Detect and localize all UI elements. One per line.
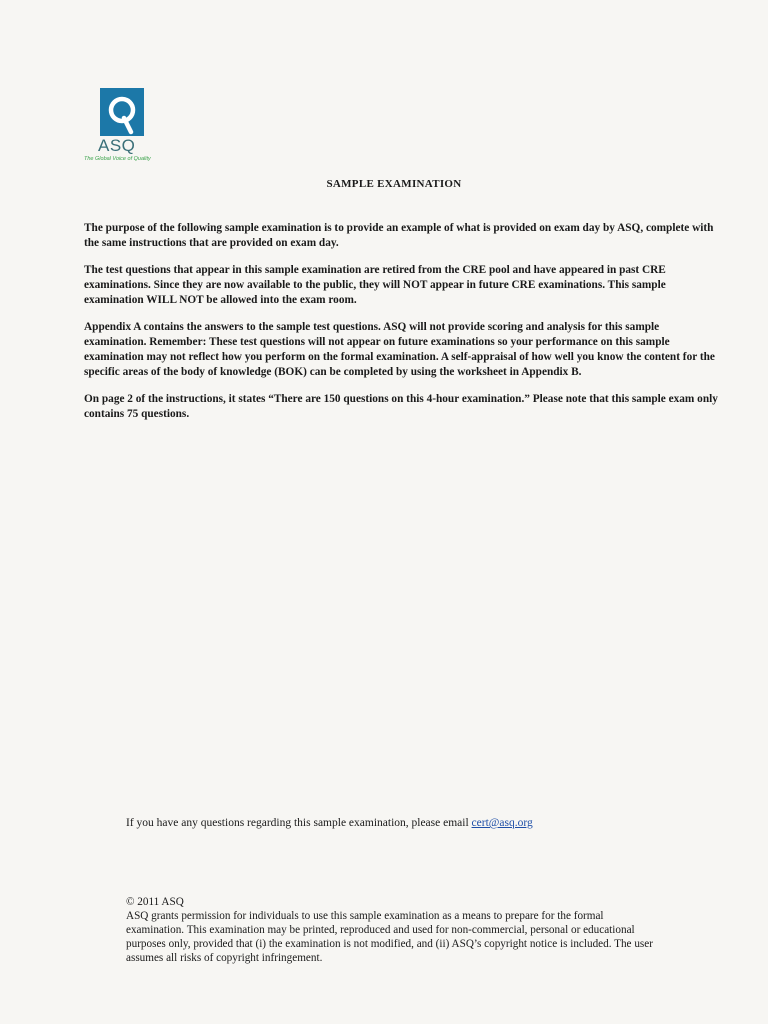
contact-line <box>126 817 533 829</box>
contact-text: If you have any questions regarding this sample examination, please email <box>126 817 472 829</box>
logo-name: ASQ <box>98 136 136 155</box>
logo-tagline: The Global Voice of Quality <box>84 156 151 162</box>
copyright-notice: ASQ grants permission for individuals to use this sample examination as a means to prepare for the formal examination. This examination may be printed, reproduced and used for non-commercial, personal or educational purposes only, provided that (i) the examination is not modified, and (ii) ASQ’s copyright notice is included. The user assumes all risks of copyright infringement. <box>126 910 653 964</box>
asq-logo <box>84 88 184 163</box>
paragraph-purpose: The purpose of the following sample examination is to provide an example of what is provided on exam day by ASQ, complete with the same instructions that are provided on exam day. <box>84 222 714 249</box>
paragraph-appendix: Appendix A contains the answers to the sample test questions. ASQ will not provide scoring and analysis for this sample examination. Remember: These test questions will not appear on future examinations so your performance on this sample examination may not reflect how you perform on the formal examination. A self-appraisal of how well you know the content for the specific areas of the body of knowledge (BOK) can be completed by using the worksheet in Appendix B. <box>84 321 715 378</box>
copyright-line: © 2011 ASQ <box>126 896 184 908</box>
copyright-block <box>126 895 656 965</box>
asq-q-icon <box>100 88 144 136</box>
page-title: SAMPLE EXAMINATION <box>326 178 462 190</box>
paragraph-question-count: On page 2 of the instructions, it states “There are 150 questions on this 4-hour examination.” Please note that this sample exam only contains 75 questions. <box>84 393 718 420</box>
intro-text <box>84 221 724 434</box>
paragraph-retired-questions: The test questions that appear in this sample examination are retired from the CRE pool and have appeared in past CRE examinations. Since they are now available to the public, they will NOT appear in future CRE examinations. This sample examination WILL NOT be allowed into the exam room. <box>84 264 666 306</box>
contact-email-link[interactable]: cert@asq.org <box>471 817 533 829</box>
